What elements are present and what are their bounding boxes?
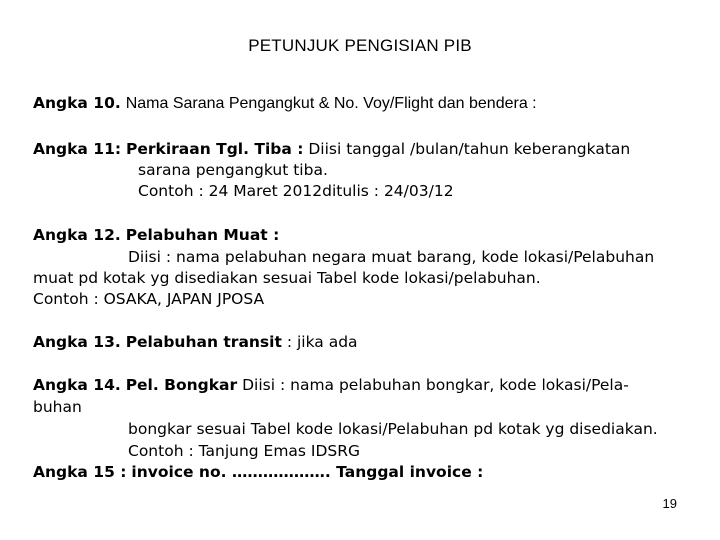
item-13 (33, 332, 358, 352)
item-14-text: Diisi : nama pelabuhan bongkar, kode lokasi/Pela- (242, 376, 629, 394)
item-14-heading: Pel. Bongkar (125, 376, 238, 394)
item-12-text: Diisi : nama pelabuhan negara muat barang, kode lokasi/Pelabuhan (128, 248, 655, 266)
item-14-label: Angka 14. (33, 376, 121, 394)
item-11 (33, 139, 630, 159)
item-13-label: Angka 13. (33, 333, 121, 351)
item-14-text-line3: bongkar sesuai Tabel kode lokasi/Pelabuhan pd kotak yg disediakan. (128, 420, 658, 438)
item-10-label: Angka 10. (33, 94, 121, 112)
item-10 (33, 93, 537, 114)
item-13-text: : jika ada (286, 333, 358, 351)
item-12-label: Angka 12. (33, 226, 121, 244)
item-13-heading: Pelabuhan transit (125, 333, 282, 351)
item-11-label: Angka 11: (33, 140, 122, 158)
item-12-text-cont: muat pd kotak yg disediakan sesuai Tabel kode lokasi/pelabuhan. (33, 269, 541, 287)
item-15-text: invoice no. ………………. Tanggal invoice : (131, 463, 484, 481)
item-12-heading: Pelabuhan Muat : (125, 226, 280, 244)
item-15 (33, 462, 483, 482)
item-12-example: Contoh : OSAKA, JAPAN JPOSA (33, 290, 265, 308)
page-number: 19 (662, 496, 677, 511)
item-11-example: Contoh : 24 Maret 2012ditulis : 24/03/12 (138, 182, 454, 200)
item-15-label: Angka 15 : (33, 463, 127, 481)
item-11-text: Diisi tanggal /bulan/tahun keberangkatan (308, 140, 631, 158)
item-14-text-cont: buhan (33, 398, 82, 416)
item-11-text-cont: sarana pengangkut tiba. (138, 161, 328, 179)
item-14-example: Contoh : Tanjung Emas IDSRG (128, 442, 361, 460)
item-10-text: Nama Sarana Pengangkut & No. Voy/Flight dan bendera : (125, 95, 537, 112)
page-title: PETUNJUK PENGISIAN PIB (248, 36, 472, 55)
item-11-heading: Perkiraan Tgl. Tiba : (126, 140, 304, 158)
item-14 (33, 375, 629, 395)
item-12 (33, 225, 279, 245)
